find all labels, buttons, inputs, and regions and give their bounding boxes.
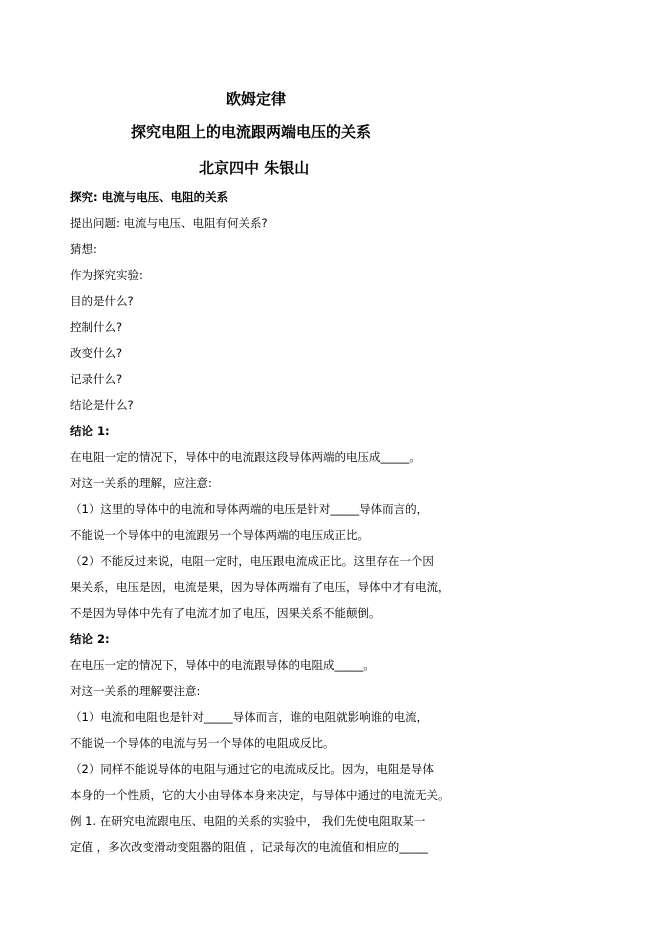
example-line: 例 1. 在研究电流跟电压、电阻的关系的实验中， 我们先使电阻取某一	[70, 814, 426, 828]
conclusion-heading: 结论 2:	[70, 632, 110, 646]
document-subtitle: 探究电阻上的电流跟两端电压的关系	[131, 123, 372, 141]
body-line: （1）这里的导体中的电流和导体两端的电压是针对_____导体而言的，	[70, 502, 429, 516]
body-line: （2）同样不能说导体的电阻与通过它的电流成反比。因为，电阻是导体	[70, 762, 434, 776]
body-line: 控制什么?	[70, 320, 123, 334]
body-line: 作为探究实验:	[70, 268, 143, 282]
body-line: 在电阻一定的情况下，导体中的电流跟这段导体两端的电压成_____。	[70, 450, 421, 464]
document-author: 北京四中 朱银山	[199, 159, 310, 177]
body-line: 提出问题: 电流与电压、电阻有何关系?	[70, 216, 268, 230]
section-heading: 探究: 电流与电压、电阻的关系	[70, 190, 229, 204]
body-line: 果关系，电压是因，电流是果，因为导体两端有了电压，导体中才有电流，	[70, 580, 450, 594]
body-line: （1）电流和电阻也是针对_____导体而言，谁的电阻就影响谁的电流，	[70, 710, 429, 724]
body-line: 目的是什么?	[70, 294, 134, 308]
body-line: 不能说一个导体中的电流跟另一个导体两端的电压成正比。	[70, 528, 369, 542]
body-line: 本身的一个性质，它的大小由导体本身来决定，与导体中通过的电流无关。	[70, 788, 450, 802]
body-line: 不是因为导体中先有了电流才加了电压，因果关系不能颠倒。	[70, 606, 381, 620]
body-line: 改变什么?	[70, 346, 123, 360]
document-title: 欧姆定律	[226, 90, 287, 108]
body-line: 猜想:	[70, 242, 97, 256]
body-line: 结论是什么?	[70, 398, 134, 412]
body-line: （2）不能反过来说，电阻一定时，电压跟电流成正比。这里存在一个因	[70, 554, 434, 568]
example-line: 定值 ，多次改变滑动变阻器的阻值 ，记录每次的电流值和相应的_____	[70, 840, 429, 854]
body-line: 对这一关系的理解，应注意:	[70, 476, 212, 490]
body-line: 对这一关系的理解要注意:	[70, 684, 201, 698]
body-line: 不能说一个导体的电流与另一个导体的电阻成反比。	[70, 736, 335, 750]
conclusion-heading: 结论 1:	[70, 424, 110, 438]
body-line: 记录什么?	[70, 372, 123, 386]
body-line: 在电压一定的情况下，导体中的电流跟导体的电阻成_____。	[70, 658, 375, 672]
